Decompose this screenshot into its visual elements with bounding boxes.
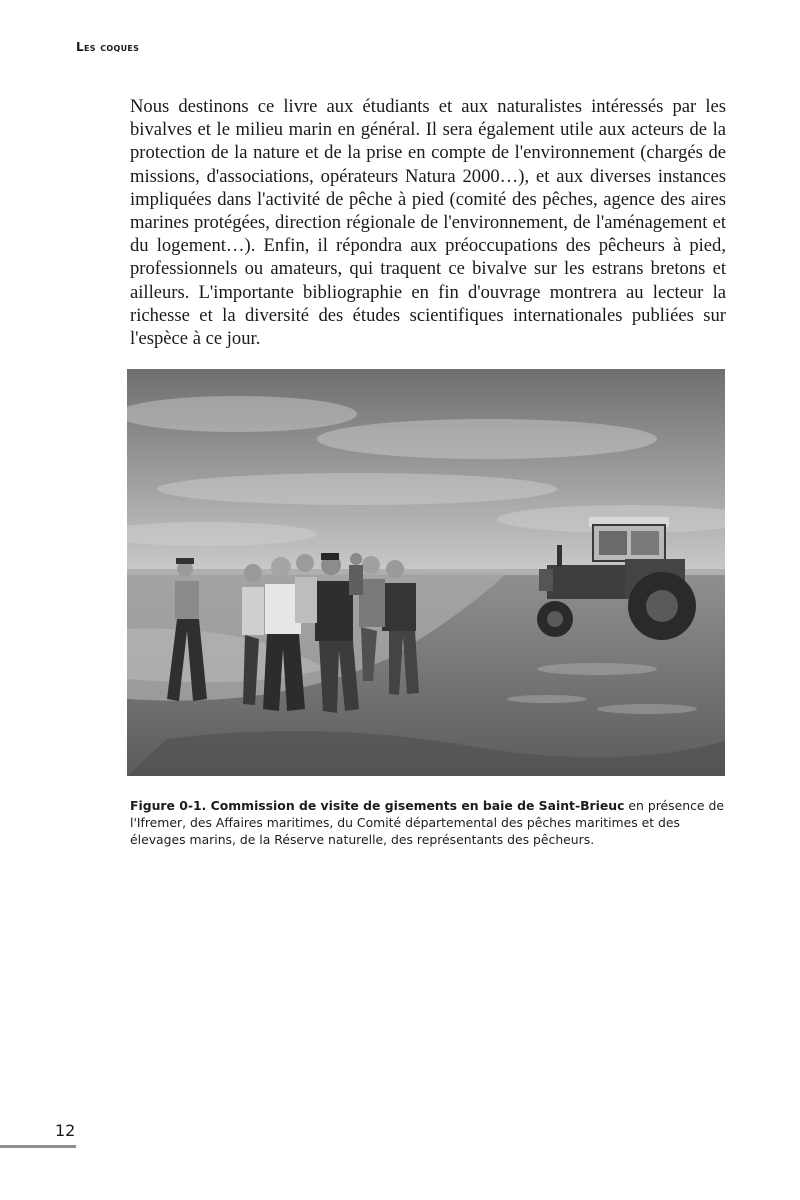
- body-paragraph: Nous destinons ce livre aux étudiants et aux naturalistes intéressés par les bivalves et le milieu marin en général. Il sera également utile aux acteurs de la protection de la nature et de la prise en compte de l'environnement (chargés de missions, d'associations, opérateurs Natura 2000…), et aux diverses instances impliquées dans l'activité de pêche à pied (comité des pêches, agence des aires marines protégées, direction régionale de l'environnement, de l'aménagement et du logement…). Enfin, il répondra aux préoccupations des pêcheurs à pied, professionnels ou amateurs, qui traquent ce bivalve sur les estrans bretons et ailleurs. L'importante bibliographie en fin d'ouvrage montrera au lecteur la richesse et la diversité des études scientifiques internationales publiées sur l'espèce à ce jour.: [130, 96, 726, 350]
- footer-rule: [0, 1145, 76, 1148]
- running-header: Les coques: [76, 40, 140, 54]
- figure-caption: [130, 797, 726, 849]
- figure-photo: [127, 369, 725, 776]
- caption-title: Figure 0-1. Commission de visite de gisements en baie de Saint-Brieuc: [130, 798, 625, 813]
- page-number: 12: [55, 1121, 76, 1140]
- caption-text: en présence de l'Ifremer, des Affaires maritimes, du Comité départemental des pêches maritimes et des élevages marins, de la Réserve naturelle, des représentants des pêcheurs.: [130, 798, 724, 848]
